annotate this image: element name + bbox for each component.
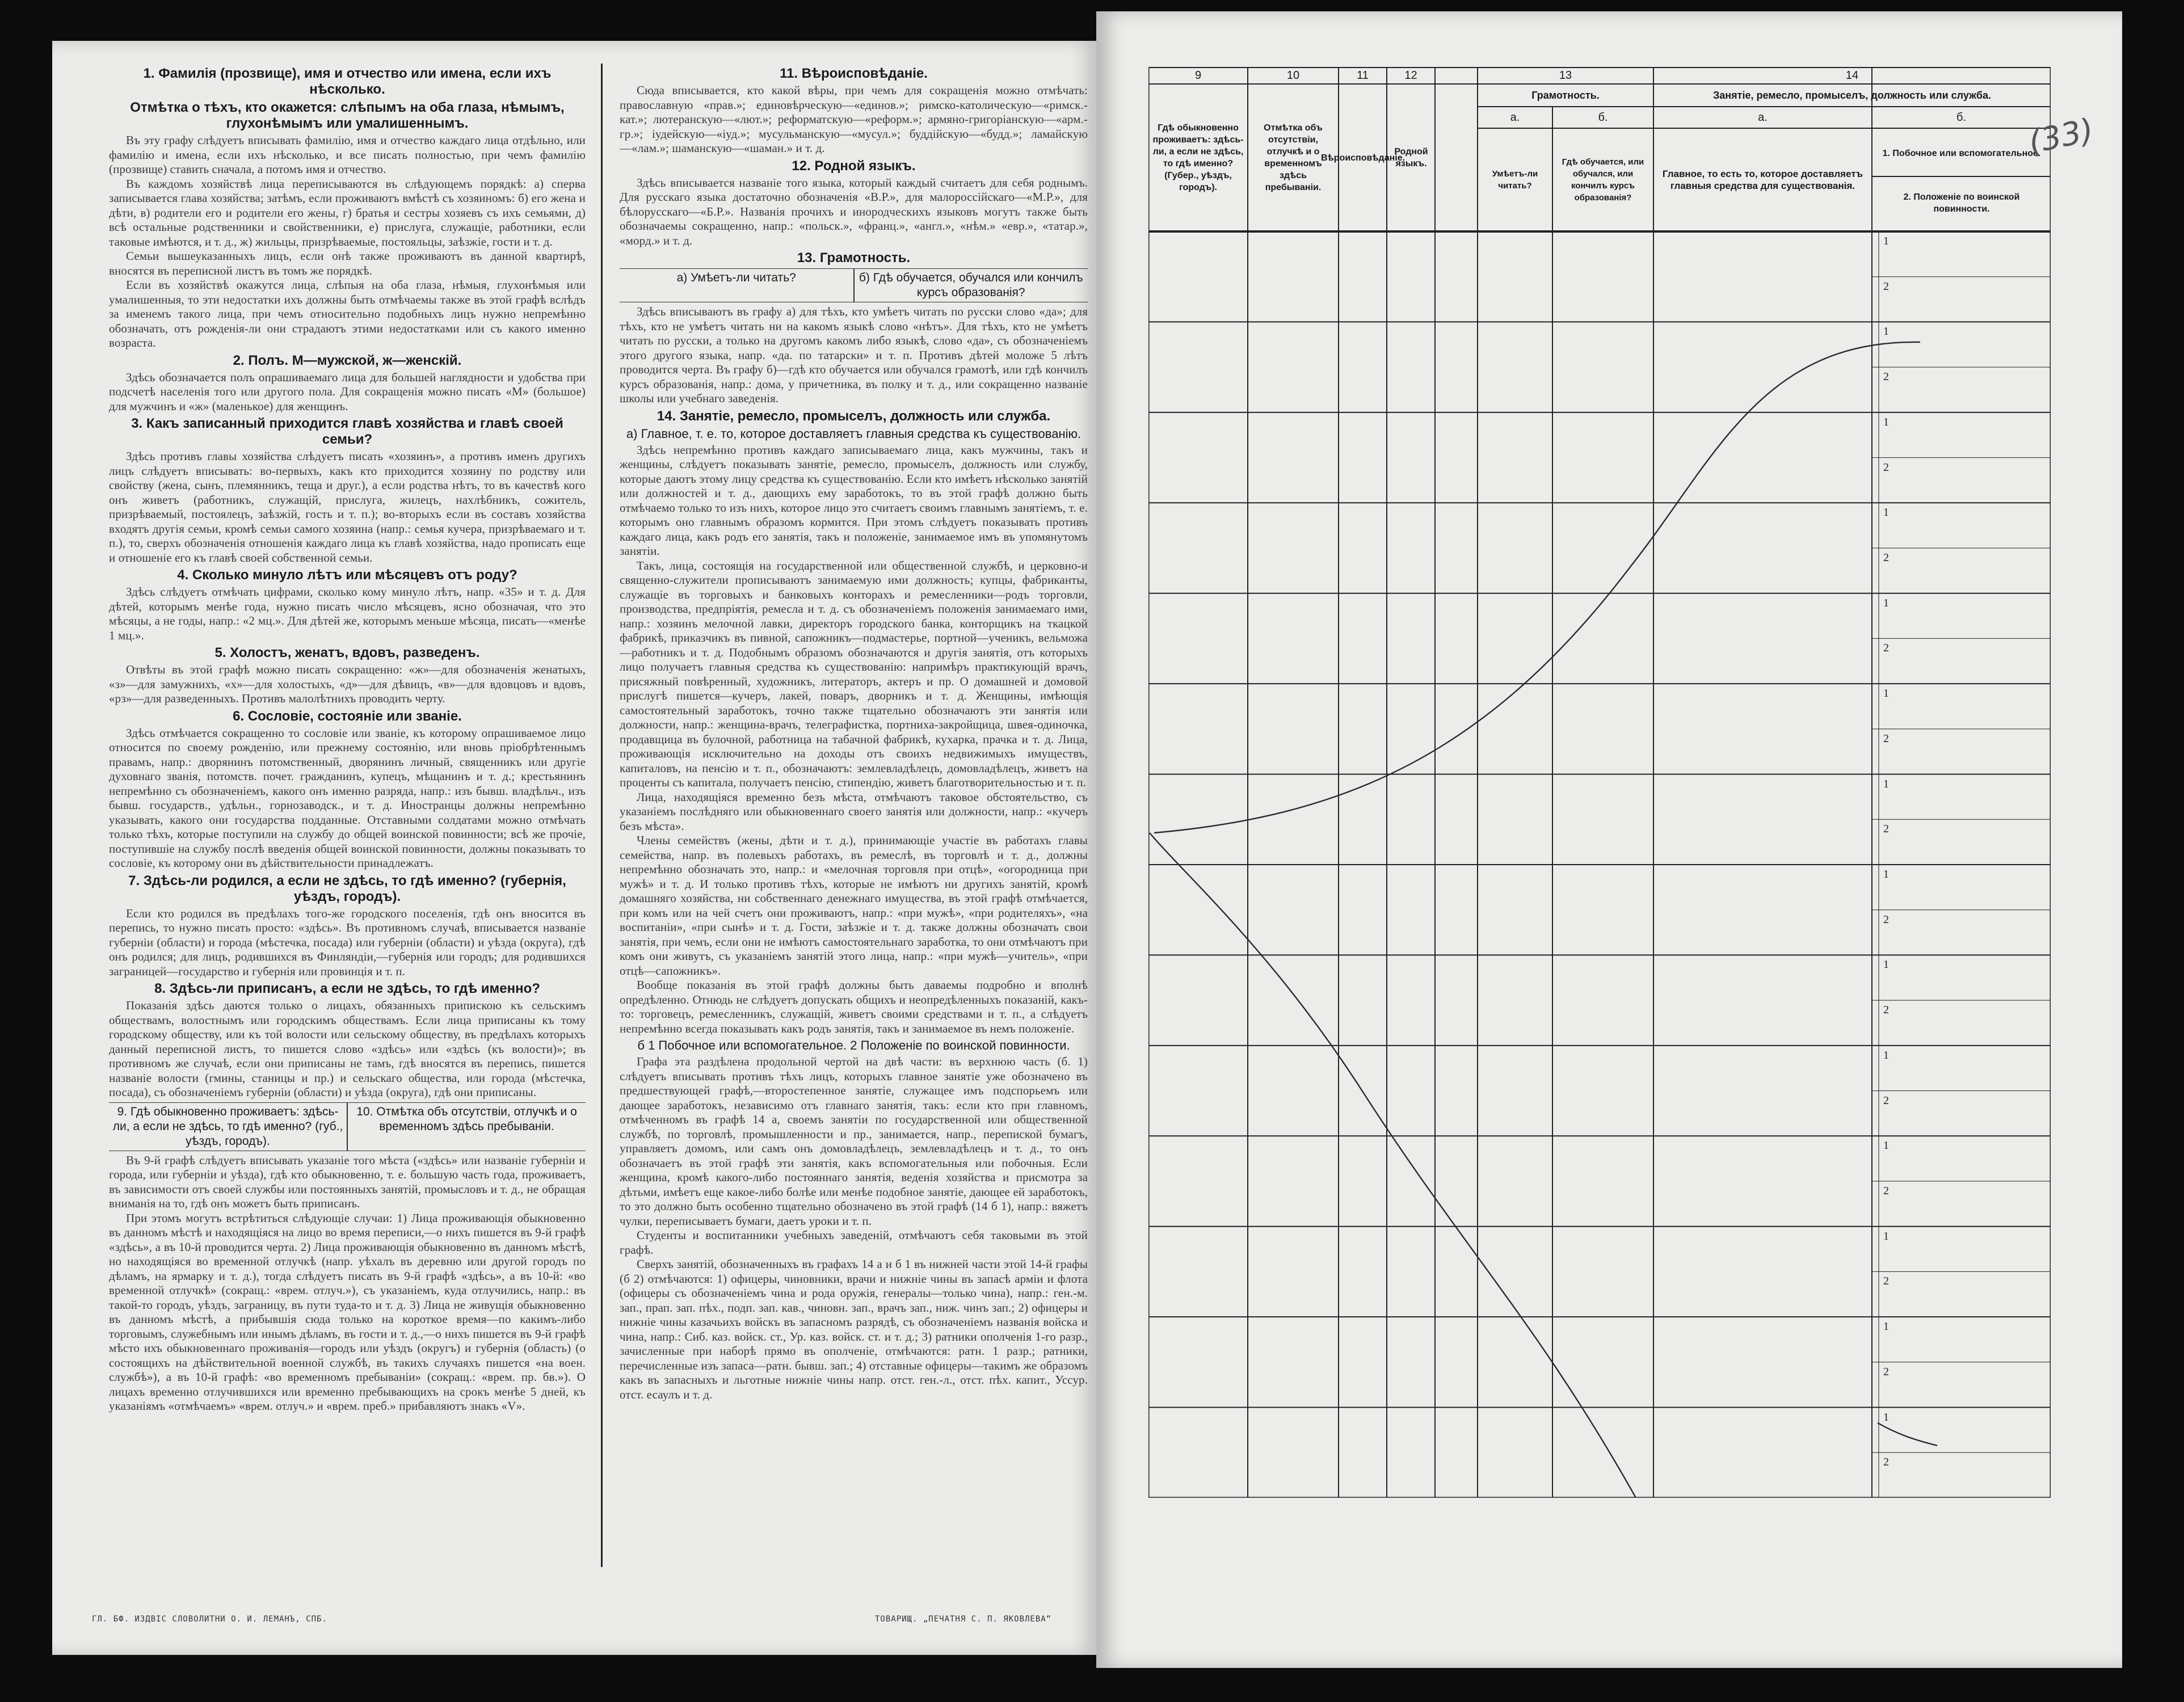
header-absence-note: Отмѣтка объ отсутствіи, отлучкѣ и о временномъ здѣсь пребываніи. bbox=[1264, 123, 1323, 192]
subrow-mark: 1 bbox=[1883, 506, 1889, 519]
subrow-mark: 2 bbox=[1883, 1185, 1889, 1197]
instruction-paragraph: Члены семействъ (жены, дѣти и т. д.), принимающіе участіе въ работахъ главы семейства, напр. въ полевыхъ работахъ, въ ремеслѣ, въ торговлѣ и т. д., должны непремѣнно обозначать это, напр.: и «мелочная торговля при отцѣ», «огородница при мужѣ» и т. д. И только противъ тѣхъ, которые не имѣютъ ни другихъ занятій, кромѣ домашняго хозяйства, ни собственнаго денежнаго имущества, въ этой графѣ отмѣчается, при комъ или на чей счетъ они проживаютъ, напр.: «при мужѣ», «при родителяхъ», «на воспитаніи», «при сынѣ» и т. д. Гости, заѣзжіе и т. д. также должны обозначать свои занятія, при чемъ, если они не имѣютъ самостоятельнаго заработка, то они отмѣчаютъ при комъ они живутъ, съ указаніемъ занятій этого лица, напр.: «при мужѣ—учитель», «при отцѣ—сапожникъ». bbox=[620, 833, 1088, 978]
instruction-paragraph: Семьи вышеуказанныхъ лицъ, если онѣ также проживаютъ въ данной квартирѣ, вносятся въ переписной листъ въ томъ же порядкѣ. bbox=[109, 249, 586, 277]
instructions-column-left bbox=[109, 64, 586, 1544]
subrow-mark: 2 bbox=[1883, 1365, 1889, 1378]
section-heading: 10. Отмѣтка объ отсутствіи, отлучкѣ и о временномъ здѣсь пребываніи. bbox=[347, 1103, 586, 1151]
instructions-column-right bbox=[620, 64, 1088, 1544]
section-heading: а) Умѣетъ-ли читать? bbox=[676, 271, 796, 284]
instruction-paragraph: При этомъ могутъ встрѣтиться слѣдующіе случаи: 1) Лица проживающія обыкновенно въ данномъ мѣстѣ и находящіяся на лицо во время переписи,—о нихъ пишется въ 9-й графѣ «здѣсь», а въ 10-й проводится черта. 2) Лица проживающія обыкновенно въ данномъ мѣстѣ, но находящіяся во временной отлучкѣ (напр. уѣхалъ въ деревню или другой городъ по дѣламъ, на ярмарку и т. д.), тогда слѣдуетъ писать въ 9-й графѣ «здѣсь», а въ 10-й: «во временной отлучкѣ» (сокращ.: «врем. отлуч.»), съ указаніемъ, куда отлучились, напр.: въ такой-то городъ, уѣздъ, заграницу, въ пути туда-то и т. д. 3) Лица не живущія обыкновенно въ данномъ мѣстѣ, а прибывшія сюда только на короткое время—по какимъ-либо торговымъ, служебнымъ или инымъ дѣламъ, въ гости и т. д.,—о нихъ пишется въ 9-й графѣ мѣсто ихъ обыкновеннаго проживанія—городъ или уѣздъ (округъ) и губернія (область) (о состоящихъ на дѣйствительной военной службѣ, въ такихъ случаяхъ пишется «на воен. службѣ»), а въ 10-й графѣ: «во временномъ пребываніи» (сокращ.: «врем. пр. бв.»). О лицахъ временно отлучившихся или временно пребывающихъ на срокъ менѣе 5 дней, къ указаніямъ «отмѣчаемъ» «врем. отлуч.» и «врем. преб.» прибавляютъ знакъ «V». bbox=[109, 1211, 586, 1413]
section-heading: 1. Фамилія (прозвище), имя и отчество или имена, если ихъ нѣсколько. bbox=[143, 66, 552, 97]
section-heading: б) Гдѣ обучается, обучался или кончилъ курсъ образованія? bbox=[853, 269, 1088, 302]
subrow-mark: 2 bbox=[1883, 461, 1889, 474]
pen-stroke-diagonal-lower bbox=[1150, 833, 1648, 1498]
column-number: 13 bbox=[1559, 69, 1572, 82]
census-grid-lines bbox=[1148, 67, 2051, 1498]
column-number: 14 bbox=[1845, 69, 1859, 82]
subrow-mark: 2 bbox=[1883, 280, 1889, 293]
column-number: 11 bbox=[1357, 69, 1369, 82]
subrow-mark: 2 bbox=[1883, 1275, 1889, 1288]
section-heading: 12. Родной языкъ. bbox=[792, 158, 916, 174]
instruction-paragraph: Здѣсь слѣдуетъ отмѣчать цифрами, сколько кому минуло лѣтъ, напр. «35» и т. д. Для дѣтей, которымъ менѣе года, нужно писать число мѣсяцевъ, ясно обозначая, что это мѣсяцы, а не годы, напр.: «2 мц.». Для дѣтей же, которымъ меньше мѣсяца, писать—«менѣе 1 мц.». bbox=[109, 585, 586, 642]
census-table bbox=[1148, 67, 2051, 1498]
header-can-read: Умѣетъ-ли читать? bbox=[1492, 169, 1538, 191]
subrow-mark: 2 bbox=[1883, 823, 1889, 836]
section-heading: Отмѣтка о тѣхъ, кто окажется: слѣпымъ на оба глаза, нѣмымъ, глухонѣмымъ или умалишеннымъ. bbox=[130, 100, 565, 131]
header-letter-b: б. bbox=[1598, 111, 1608, 124]
section-heading: 4. Сколько минуло лѣтъ или мѣсяцевъ отъ роду? bbox=[177, 567, 517, 583]
header-letter-a: а. bbox=[1510, 111, 1520, 124]
instruction-paragraph: Лица, находящіяся временно безъ мѣста, отмѣчаютъ таковое обстоятельство, съ указаніемъ послѣдняго или обыкновеннаго своего занятія или должности, напр.: «кучеръ безъ мѣста». bbox=[620, 790, 1088, 833]
section-heading: 7. Здѣсь-ли родился, а если не здѣсь, то гдѣ именно? (губернія, уѣздъ, городъ). bbox=[128, 873, 566, 904]
column-number: 10 bbox=[1286, 69, 1300, 82]
instruction-paragraph: Въ эту графу слѣдуетъ вписывать фамилію, имя и отчество каждаго лица отдѣльно, или фамилію и имена, если ихъ нѣсколько, и все писать полностью, при чемъ фамилію (прозвище) ставить сначала, а потомъ имя и отчество. bbox=[109, 133, 586, 176]
subrow-mark: 1 bbox=[1883, 596, 1889, 609]
instruction-paragraph: Сюда вписывается, кто какой вѣры, при чемъ для сокращенія можно отмѣчать: православную «прав.»; единовѣрческую—«единов.»; римско-католическую—«римск.-кат.»; лютеранскую—«лют.»; реформатскую—«реформ.»; армяно-григоріанскую—«арм.-гр.»; іудейскую—«іуд.»; мусульманскую—«мусул.»; буддійскую—«будд.»; ламайскую—«лам.»; шаманскую—«шаман.» и т. д. bbox=[620, 83, 1088, 155]
section-heading: б 1 Побочное или вспомогательное. 2 Положеніе по воинской повинности. bbox=[637, 1038, 1070, 1052]
pen-stroke-short bbox=[1878, 1423, 1937, 1446]
instruction-paragraph: Отвѣты въ этой графѣ можно писать сокращенно: «ж»—для обозначенія женатыхъ, «з»—для замужнихъ, «х»—для холостыхъ, «д»—для дѣвицъ, «в»—для вдовцовъ и вдовъ, «рз»—для разведенныхъ. Противъ малолѣтнихъ проводить черту. bbox=[109, 663, 586, 705]
header-secondary-occupation: 1. Побочное или вспомогательное. bbox=[1882, 149, 2041, 158]
subrow-mark: 1 bbox=[1883, 1048, 1889, 1061]
subrow-mark: 1 bbox=[1883, 415, 1889, 428]
header-literacy: Грамотность. bbox=[1531, 89, 1600, 101]
subrow-mark: 1 bbox=[1883, 958, 1889, 971]
instruction-paragraph: Здѣсь противъ главы хозяйства слѣдуетъ писать «хозяинъ», а противъ именъ другихъ лицъ слѣдуетъ вписывать: во-первыхъ, какъ кто приходится хозяину по родству или свойству (жена, сынъ, племянникъ, теща и друг.), а если родства нѣтъ, то въ качествѣ кого онъ живетъ (работникъ, служащій, прислуга, жилецъ, нахлѣбникъ, сожитель, призрѣваемый, постоялецъ, заѣзжій, гость и т. п.); во-вторыхъ если въ составъ хозяйства входятъ другія семьи, кромѣ семьи самого хозяина (напр.: семья кучера, призрѣваемаго и т. п.), то, сверхъ обозначенія отношенія каждаго лица къ главѣ хозяйства, надо прописать еще и отношеніе его къ главѣ своей собственной семьи. bbox=[109, 449, 586, 564]
instruction-paragraph: Здѣсь отмѣчается сокращенно то сословіе или званіе, къ которому опрашиваемое лицо относится по своему рожденію, или прежнему состоянію, или вновь пріобрѣтеннымъ правамъ, напр.: дворянинъ потомственный, дворянинъ личный, священникъ или другіе духовнаго званія, потомств. почет. гражданинъ, купецъ, мѣщанинъ и т. д.; крестьянинъ непремѣнно съ обозначеніемъ, какого онъ именно разряда, напр.: изъ бывш. владѣльч., изъ бывш. государств., удѣльн., горнозаводск., и т. д. Иностранцы должны непремѣнно указывать, какого они государства подданные. Отставными солдатами можно отмѣчать только тѣхъ, которые поступили на службу до общей воинской повинности; всѣ же прочіе, поступившіе на службу послѣ введенія общей воинской повинности, должны показывать то сословіе, къ которому они въ дѣйствительности принадлежатъ. bbox=[109, 726, 586, 870]
subrow-mark: 2 bbox=[1883, 732, 1889, 745]
section-heading: 3. Какъ записанный приходится главѣ хозяйства и главѣ своей семьи? bbox=[131, 416, 563, 447]
instruction-paragraph: Студенты и воспитанники учебныхъ заведеній, отмѣчаютъ себя таковыми въ этой графѣ. bbox=[620, 1228, 1088, 1257]
subrow-mark: 1 bbox=[1883, 1229, 1889, 1242]
instruction-paragraph: Здѣсь обозначается полъ опрашиваемаго лица для большей наглядности и удобства при подсчетѣ населенія того или другого пола. Для сокращенія можно писать «М» (большое) для мужчинъ и «ж» (маленькое) для женщинъ. bbox=[109, 370, 586, 413]
section-heading: 8. Здѣсь-ли приписанъ, а если не здѣсь, то гдѣ именно? bbox=[154, 981, 540, 996]
section-heading-pair bbox=[620, 268, 1088, 302]
instruction-paragraph: Въ каждомъ хозяйствѣ лица переписываются въ слѣдующемъ порядкѣ: а) сперва записывается глава хозяйства; затѣмъ, если проживаютъ вмѣстѣ съ хозяиномъ: б) его жена и дѣти, в) родители его и родители его жены, г) братья и сестры хозяевъ съ ихъ семьями, д) всѣ остальные родственники и свойственники, е) прислуга, служащіе, работники, если таковые имѣются, и т. д., ж) жильцы, призрѣваемые, постояльцы, заѣзжіе, гости и т. д. bbox=[109, 176, 586, 248]
section-heading: 6. Сословіе, состояніе или званіе. bbox=[233, 708, 462, 724]
section-heading: 5. Холостъ, женатъ, вдовъ, разведенъ. bbox=[214, 645, 480, 660]
instruction-paragraph: Если въ хозяйствѣ окажутся лица, слѣпыя на оба глаза, нѣмыя, глухонѣмыя или умалишенныя, то эти недостатки ихъ должны быть отмѣчаемы также въ этой графѣ вслѣдъ за именемъ такого лица, при чемъ относительно подобныхъ лицъ нужно непремѣнно обозначать, отъ рожденія-ли они страдаютъ этими недостатками или съ какого именно возраста. bbox=[109, 278, 586, 349]
instruction-paragraph: Графа эта раздѣлена продольной чертой на двѣ части: въ верхнюю часть (б. 1) слѣдуетъ вписывать противъ тѣхъ лицъ, которыхъ главное занятіе уже обозначено въ предшествующей графѣ,—второстепенное занятіе, служащее имъ подспорьемъ или дающее заработокъ, независимо отъ главнаго занятія, такъ: если кто при главномъ, отмѣченномъ въ графѣ 14 а, своемъ занятіи по государственной или общественной службѣ, по торговлѣ, промышленности и пр., занимается, напр., перепиской бумагъ, управляетъ домомъ, или самъ онъ домовладѣлецъ, землевладѣлецъ и т. д., то онъ обозначаетъ въ этой графѣ эти занятія, какъ вспомогательныя или побочныя. Если женщина, кромѣ какого-либо постояннаго занятія, веденія хозяйства и присмотра за дѣтьми, имѣетъ еще какое-либо болѣе или менѣе подобное занятіе, дающее ей заработокъ, то это должно быть особенно тщательно обозначено въ этой графѣ (14 б 1), напр.: вяжетъ чулки, переписываетъ бумаги, даетъ уроки и т. п. bbox=[620, 1055, 1088, 1228]
header-occupation: Занятіе, ремесло, промыселъ, должность или служба. bbox=[1712, 89, 1992, 101]
subrow-mark: 2 bbox=[1883, 642, 1889, 655]
header-military-status: 2. Положеніе по воинской повинности. bbox=[1903, 192, 2020, 214]
section-heading: 11. Вѣроисповѣданіе. bbox=[780, 66, 928, 81]
column-number: 12 bbox=[1404, 69, 1417, 82]
section-heading: 14. Занятіе, ремесло, промыселъ, должность или служба. bbox=[657, 408, 1051, 424]
instruction-paragraph: Здѣсь вписывается названіе того языка, который каждый считаетъ для себя роднымъ. Для русскаго языка достаточно обозначенія «В.Р.», для малороссійскаго—«М.Р.», для бѣлорусскаго—«Б.Р.». Названія прочихъ и инородческихъ языковъ могутъ также быть обозначаемы сокращенно, напр.: «польск.», «франц.», «англ.», «нѣм.» «евр.», «татар.», «морд.» и т. д. bbox=[620, 175, 1088, 247]
subrow-mark: 1 bbox=[1883, 1139, 1889, 1152]
instruction-paragraph: Если кто родился въ предѣлахъ того-же городского поселенія, гдѣ онъ вносится въ перепись, то нужно писать просто: «здѣсь». Въ противномъ случаѣ, вписывается названіе губерніи (области) и города (мѣстечка, посада) или губерніи (области) и уѣзда (округа), гдѣ онъ родился; для лицъ, родившихся въ Финляндіи,—губернія или городъ; для родившихся заграницей—государство и губернія или провинція и т. п. bbox=[109, 906, 586, 978]
subrow-mark: 1 bbox=[1883, 235, 1889, 247]
subrow-mark: 2 bbox=[1883, 913, 1889, 926]
instruction-paragraph: Здѣсь вписываютъ въ графу а) для тѣхъ, кто умѣетъ читать по русски слово «да»; для тѣхъ, кто не умѣетъ читать ни на какомъ языкѣ слово «нѣтъ». Для тѣхъ, кто не умѣетъ читать по русски, а только на другомъ какомъ либо языкѣ, слово «да», съ обозначеніемъ этого другого языка, напр. «да. по татарски» и т. п. Противъ дѣтей моложе 5 лѣтъ проводится черта. Въ графу б)—гдѣ кто обучается или обучался грамотѣ, или гдѣ кончилъ курсъ образованія, напр.: дома, у причетника, въ полку и т. д., или сокращенно названіе школы или учебнаго заведенія. bbox=[620, 305, 1088, 405]
subrow-mark: 1 bbox=[1883, 868, 1889, 881]
header-religion: Вѣроисповѣданіе. bbox=[1320, 153, 1405, 163]
subrow-mark: 2 bbox=[1883, 1004, 1889, 1017]
subrow-mark: 1 bbox=[1883, 1410, 1889, 1423]
instruction-paragraph: Сверхъ занятій, обозначенныхъ въ графахъ 14 а и б 1 въ нижней части этой 14-й графы (б 2) отмѣчаются: 1) офицеры, чиновники, врачи и нижніе чины въ запасѣ арміи и флота (офицеры съ обозначеніемъ чина и рода оружія, генералы—только чина), напр.: ген.-м. зап., прап. зап. пѣх., подп. зап. кав., чиновн. зап., врачъ зап., ниж. чинъ зап.; 2) офицеры и нижніе чины казачьихъ войскъ въ запасномъ разрядѣ, съ обозначеніемъ названія войска и чина, напр.: Сиб. каз. войск. ст., Ур. каз. войск. ст. и т. д.; 3) ратники ополченія 1-го разр., зачисленные при наборѣ прямо въ ополченіе, отмѣчаются: ратн. 1 разр.; ратники, перечисленные изъ запаса—ратн. бывш. зап.; 4) отставные офицеры—такимъ же образомъ какъ въ запасныхъ и льготные нижніе чины напр. отст. ген.-л., отст. пѣх. капит., Уссур. отст. есаулъ и т. д. bbox=[620, 1257, 1088, 1401]
subrow-mark: 1 bbox=[1883, 325, 1889, 338]
subrow-mark: 2 bbox=[1883, 551, 1889, 564]
section-heading: 9. Гдѣ обыкновенно проживаетъ: здѣсь-ли, а если не здѣсь, то гдѣ именно? (губ., уѣздъ, городъ). bbox=[112, 1105, 343, 1148]
column-divider bbox=[601, 64, 603, 1567]
subrow-mark: 2 bbox=[1883, 1456, 1889, 1469]
header-letter-a: а. bbox=[1758, 111, 1768, 124]
section-heading: 13. Грамотность. bbox=[797, 250, 911, 266]
subrow-mark: 2 bbox=[1883, 370, 1889, 384]
subrow-mark: 1 bbox=[1883, 1320, 1889, 1333]
subrow-mark: 1 bbox=[1883, 777, 1889, 790]
section-heading: а) Главное, т. е. то, которое доставляетъ главныя средства къ существованію. bbox=[626, 426, 1082, 441]
subrow-mark: 1 bbox=[1883, 687, 1889, 700]
header-usual-residence: Гдѣ обыкновенно проживаетъ: здѣсь-ли, а если не здѣсь, то гдѣ именно? (Губер., уѣздъ, городъ). bbox=[1152, 123, 1244, 192]
instruction-paragraph: Показанія здѣсь даются только о лицахъ, обязанныхъ припискою къ сельскимъ обществамъ, волостнымъ или городскимъ обществамъ. Если лица приписаны къ тому городскому обществу, или къ той волости или сельскому обществу, въ предѣлахъ которыхъ данный переписной листъ, то пишется слово «здѣсь» или «здѣсь (къ волости)»; въ противномъ же случаѣ, если они приписаны не тамъ, гдѣ вносятся въ перепись, пишется названіе волости (гмины, станицы и пр.) и сельскаго общества, или города (мѣстечка, посада), съ обозначеніемъ губерніи (области) и уѣзда (округа), гдѣ они приписаны. bbox=[109, 999, 586, 1099]
handwritten-page-number: (33) bbox=[2025, 111, 2097, 162]
imprint-typefoundry: ГЛ. БФ. ИЗДВІС СЛОВОЛИТНИ О. И. ЛЕМАНЪ, СПБ. bbox=[92, 1615, 327, 1624]
subrow-mark: 2 bbox=[1883, 1094, 1889, 1107]
left-page-instructions bbox=[52, 41, 1096, 1655]
section-heading-pair bbox=[109, 1102, 586, 1151]
instruction-paragraph: Вообще показанія въ этой графѣ должны быть даваемы подробно и вполнѣ опредѣленно. Отнюдь не слѣдуетъ допускать общихъ и неопредѣленныхъ показаній, какъ-то: торговецъ, ремесленникъ, служащій, живетъ своими средствами и т. п., а слѣдуетъ непремѣнно всегда показывать какъ родъ занятія, такъ и занимаемое въ немъ положеніе. bbox=[620, 978, 1088, 1035]
instruction-paragraph: Такъ, лица, состоящія на государственной или общественной службѣ, и церковно-и священно-служители прописываютъ занимаемую ими должность; купцы, фабриканты, служащіе въ торговыхъ и банковыхъ конторахъ и ремесленники—родъ торговли, производства, предпріятія, ремесла и т. д. съ обозначеніемъ положенія занимаемаго ими, напр.: хозяинъ мелочной лавки, директоръ городского банка, конторщикъ на ткацкой фабрикѣ, приказчикъ въ пивной, сапожникъ—подмастерье, портной—ученикъ, вельможа—работникъ и т. д. Подобнымъ образомъ обозначаются и другія занятія, отъ которыхъ лицо получаетъ главныя средства къ существованію: напримѣръ практикующій врачъ, присяжный повѣренный, художникъ, литераторъ, актеръ и пр. О домашней и домовой прислугѣ пишется—кучеръ, лакей, поваръ, дворникъ и т. д. Женщины, имѣющія самостоятельный заработокъ, точно также тщательно обозначаютъ эти занятія или должности, напр.: женщина-врачъ, телеграфистка, портниха-закройщица, швея-одиночка, продавщица въ булочной, работница на табачной фабрикѣ, кухарка, прачка и т. д. Лица, проживающія исключительно на доходы отъ своихъ недвижимыхъ имуществъ, капиталовъ, на пенсію и т. п., обозначаютъ: землевладѣлецъ, домовладѣлецъ, живетъ на проценты съ капитала, получаетъ пенсію, стипендію, живетъ благотворительностью и т. п. bbox=[620, 558, 1088, 789]
header-education: Гдѣ обучается, или обучался, или кончилъ курсъ образованія? bbox=[1562, 157, 1644, 203]
column-number: 9 bbox=[1194, 69, 1202, 82]
imprint-printer: ТОВАРИЩ. „ПЕЧАТНЯ С. П. ЯКОВЛЕВА“ bbox=[875, 1615, 1052, 1624]
pen-stroke-diagonal-upper bbox=[1154, 342, 1920, 833]
instruction-paragraph: Здѣсь непремѣнно противъ каждаго записываемаго лица, какъ мужчины, такъ и женщины, слѣдуетъ показывать занятіе, ремесло, промыселъ, должность или службу, которые даютъ этому лицу средства къ существованію. Если кто имѣетъ нѣсколько занятій или должностей и т. д., дающихъ ему заработокъ, то въ этой графѣ должно быть отмѣчаемо только то изъ нихъ, которое лицо это считаетъ своимъ главнымъ занятіемъ, т. е. которымъ оно главнымъ образомъ кормится. При этомъ слѣдуетъ показывать противъ каждаго лица, какъ родъ его занятія, такъ и положеніе, занимаемое имъ въ упомянутомъ занятіи. bbox=[620, 443, 1088, 558]
header-native-language: Родной языкъ. bbox=[1394, 147, 1428, 168]
section-heading: 2. Полъ. М—мужской, ж—женскій. bbox=[233, 352, 462, 368]
instruction-paragraph: Въ 9-й графѣ слѣдуетъ вписывать указаніе того мѣста («здѣсь» или названіе губерніи и города, или губерніи и уѣзда), гдѣ кто обыкновенно, т. е. большую часть года, проживаетъ, въ зависимости отъ своей службы или постоянныхъ занятій, промысловъ и т. д., не обращая вниманія на то, гдѣ онъ можетъ быть приписанъ. bbox=[109, 1153, 586, 1210]
header-letter-b: б. bbox=[1956, 111, 1966, 124]
header-main-occupation: Главное, то есть то, которое доставляетъ главныя средства для существованія. bbox=[1662, 168, 1863, 191]
